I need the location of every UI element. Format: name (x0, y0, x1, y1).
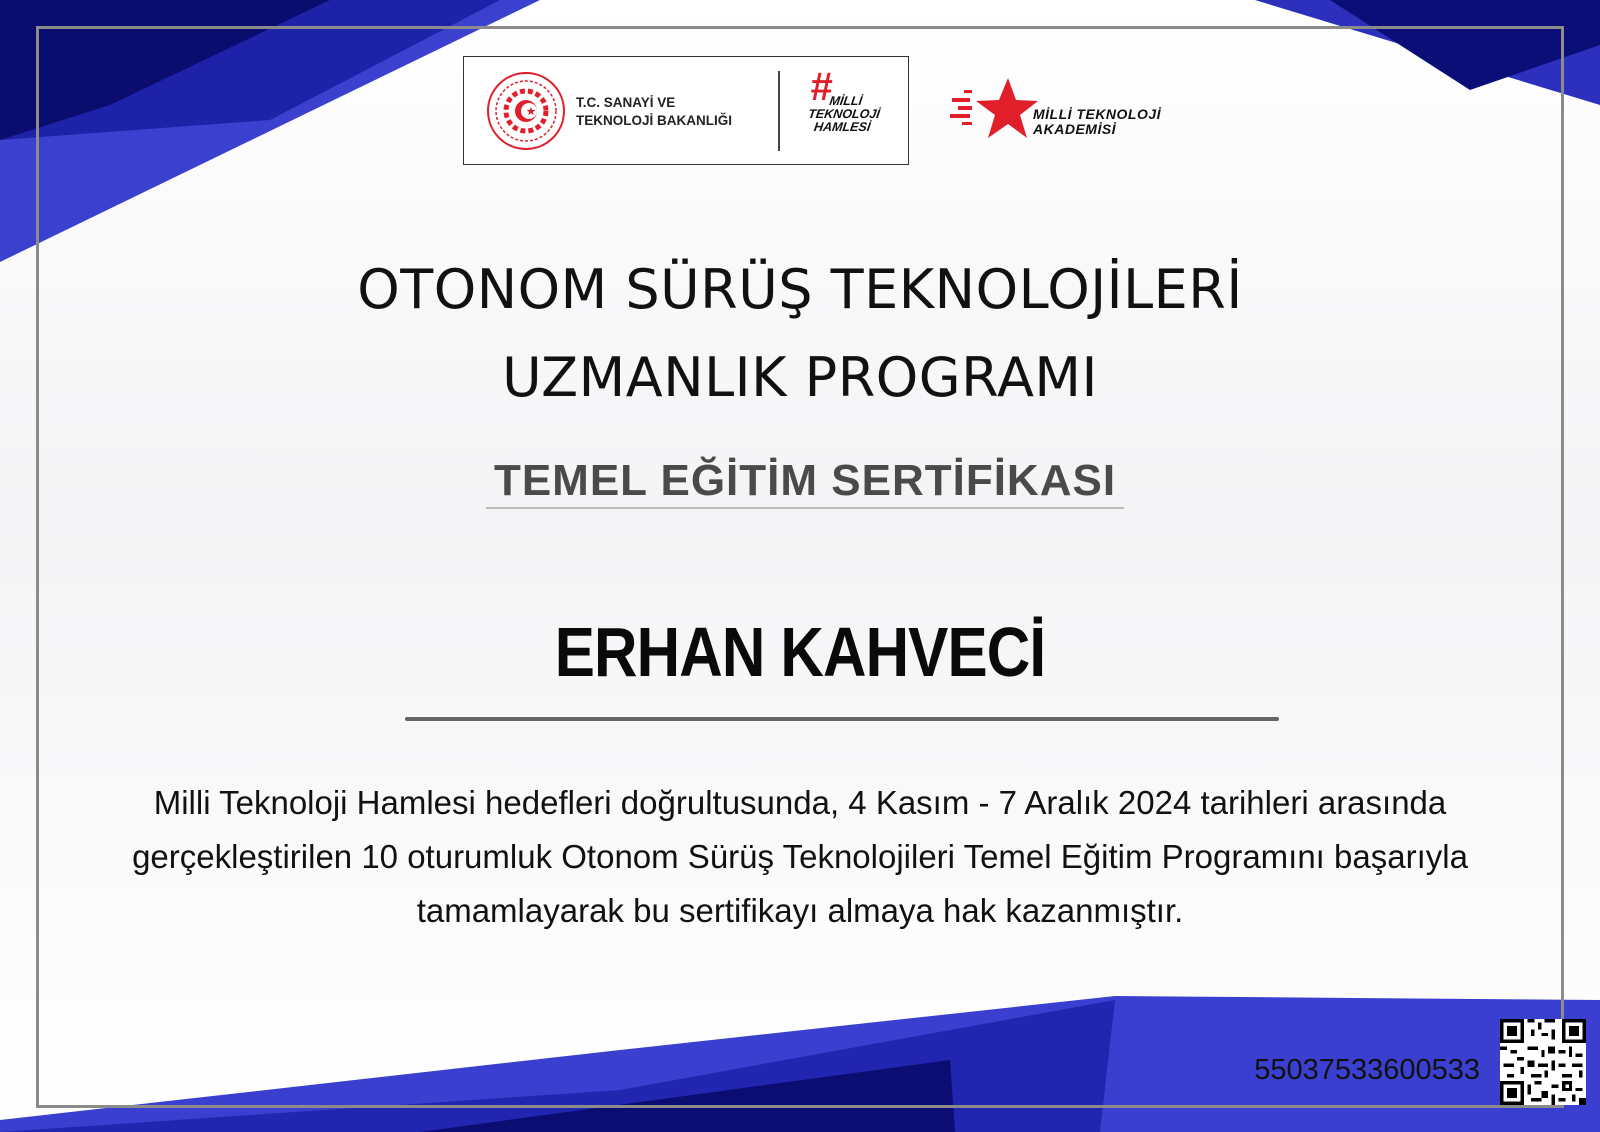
hashtag-icon: # (810, 65, 833, 109)
program-title-line-1: OTONOM SÜRÜŞ TEKNOLOJİLERİ (357, 258, 1243, 321)
subtitle-underline (486, 507, 1124, 509)
name-underline (405, 717, 1279, 721)
ministry-line-1: T.C. SANAYİ VE (576, 95, 676, 110)
certificate-subtitle: TEMEL EĞİTİM SERTİFİKASI (493, 456, 1117, 505)
recipient-name: ERHAN KAHVECİ (554, 613, 1046, 691)
academy-line-2: AKADEMİSİ (1033, 121, 1117, 137)
academy-name (1033, 107, 1161, 137)
mth-line-2: TEKNOLOJİ (807, 107, 881, 121)
logo-divider (778, 71, 780, 151)
ministry-line-2: TEKNOLOJİ BAKANLIĞI (576, 113, 733, 128)
program-title-line-2: UZMANLIK PROGRAMI (502, 346, 1098, 409)
partner-logo-box (463, 56, 909, 165)
certificate-description: Milli Teknoloji Hamlesi hedefleri doğrultusunda, 4 Kasım - 7 Aralık 2024 tarihleri arasında gerçekleştirilen 10 oturumluk Otonom Sürüş Teknolojileri Temel Eğitim Programını başarıyla tamamlayarak bu sertifikayı almaya hak kazanmıştır. (132, 784, 1468, 929)
ministry-name (576, 94, 732, 130)
qr-code-icon (1500, 1019, 1586, 1105)
ministry-seal-icon (486, 71, 566, 151)
mth-line-3: HAMLESİ (813, 120, 872, 134)
academy-star-icon (950, 74, 1040, 146)
academy-line-1: MİLLİ TEKNOLOJİ (1033, 106, 1162, 122)
certificate-border (36, 26, 1564, 1108)
mth-line-1: MİLLİ (828, 94, 864, 108)
milli-teknoloji-hamlesi-logo (795, 95, 892, 134)
certificate-code: 55037533600533 (1254, 1054, 1480, 1086)
